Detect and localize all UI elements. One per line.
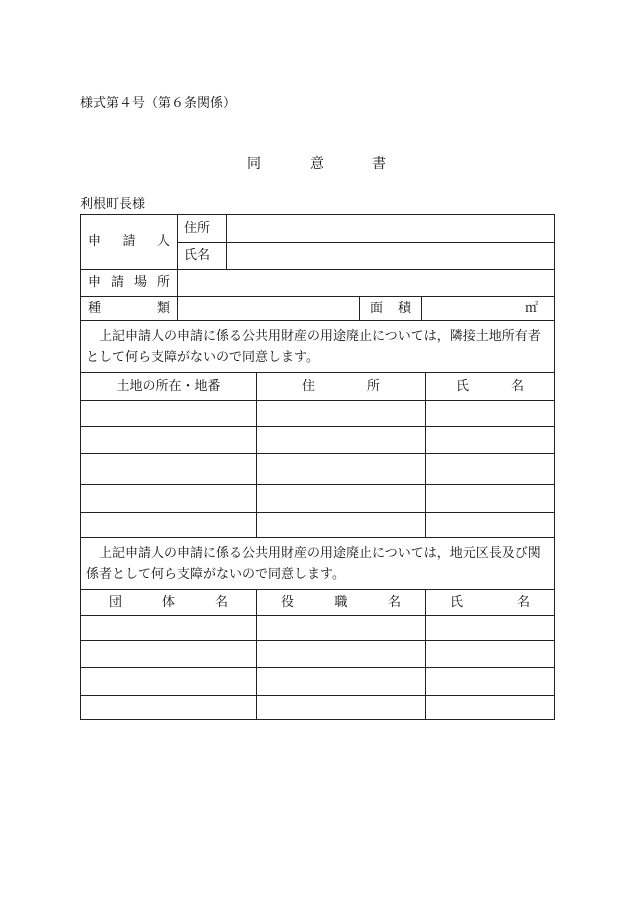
applicant-address-field[interactable] [227,215,555,243]
name-label: 氏名 [178,243,227,270]
title-char: 意 [310,156,324,172]
header-address: 住 所 [257,373,426,401]
header-name: 氏 名 [426,590,555,616]
name-cell[interactable] [426,513,555,538]
kind-field[interactable] [178,297,360,321]
location-field[interactable] [178,270,555,297]
position-cell[interactable] [257,696,426,720]
table-row [81,513,555,538]
square-meter-unit: ㎡ [525,300,539,316]
header-name: 氏 名 [426,373,555,401]
land-location-cell[interactable] [81,401,257,427]
organization-cell[interactable] [81,616,257,641]
neighbor-consent-table [80,320,555,720]
position-cell[interactable] [257,668,426,696]
name-cell[interactable] [426,454,555,485]
table-row [81,401,555,427]
land-location-cell[interactable] [81,454,257,485]
land-location-cell[interactable] [81,427,257,454]
form-number: 様式第４号（第６条関係） [80,96,237,111]
application-info-table [80,214,555,321]
address-label: 住所 [178,215,227,243]
organization-cell[interactable] [81,641,257,668]
address-cell[interactable] [257,454,426,485]
name-cell[interactable] [426,427,555,454]
table-row [81,454,555,485]
name-cell[interactable] [426,641,555,668]
name-cell[interactable] [426,485,555,513]
land-location-cell[interactable] [81,513,257,538]
addressee: 利根町長様 [80,197,146,212]
position-cell[interactable] [257,641,426,668]
location-label: 申 請 場 所 [81,270,178,297]
table-row [81,696,555,720]
name-cell[interactable] [426,696,555,720]
header-land-location: 土地の所在・地番 [81,373,257,401]
address-cell[interactable] [257,485,426,513]
neighbor-consent-statement: 上記申請人の申請に係る公共用財産の用途廃止については，隣接土地所有者として何ら支障がないので同意します。 [81,321,555,373]
organization-cell[interactable] [81,696,257,720]
table-row [81,641,555,668]
position-cell[interactable] [257,616,426,641]
applicant-label: 申 請 人 [81,215,178,270]
header-position: 役 職 名 [257,590,426,616]
table-row [81,668,555,696]
table-row [81,485,555,513]
table-row [81,616,555,641]
address-cell[interactable] [257,401,426,427]
district-consent-statement: 上記申請人の申請に係る公共用財産の用途廃止については，地元区長及び関係者として何ら支障がないので同意します。 [81,538,555,590]
area-label: 面 積 [360,297,422,321]
kind-label: 種 類 [81,297,178,321]
name-cell[interactable] [426,668,555,696]
applicant-name-field[interactable] [227,243,555,270]
address-cell[interactable] [257,427,426,454]
name-cell[interactable] [426,401,555,427]
organization-cell[interactable] [81,668,257,696]
land-location-cell[interactable] [81,485,257,513]
name-cell[interactable] [426,616,555,641]
title-char: 同 [247,156,261,172]
area-field[interactable] [422,297,555,321]
address-cell[interactable] [257,513,426,538]
table-row [81,427,555,454]
title-char: 書 [372,156,386,172]
header-organization: 団 体 名 [81,590,257,616]
